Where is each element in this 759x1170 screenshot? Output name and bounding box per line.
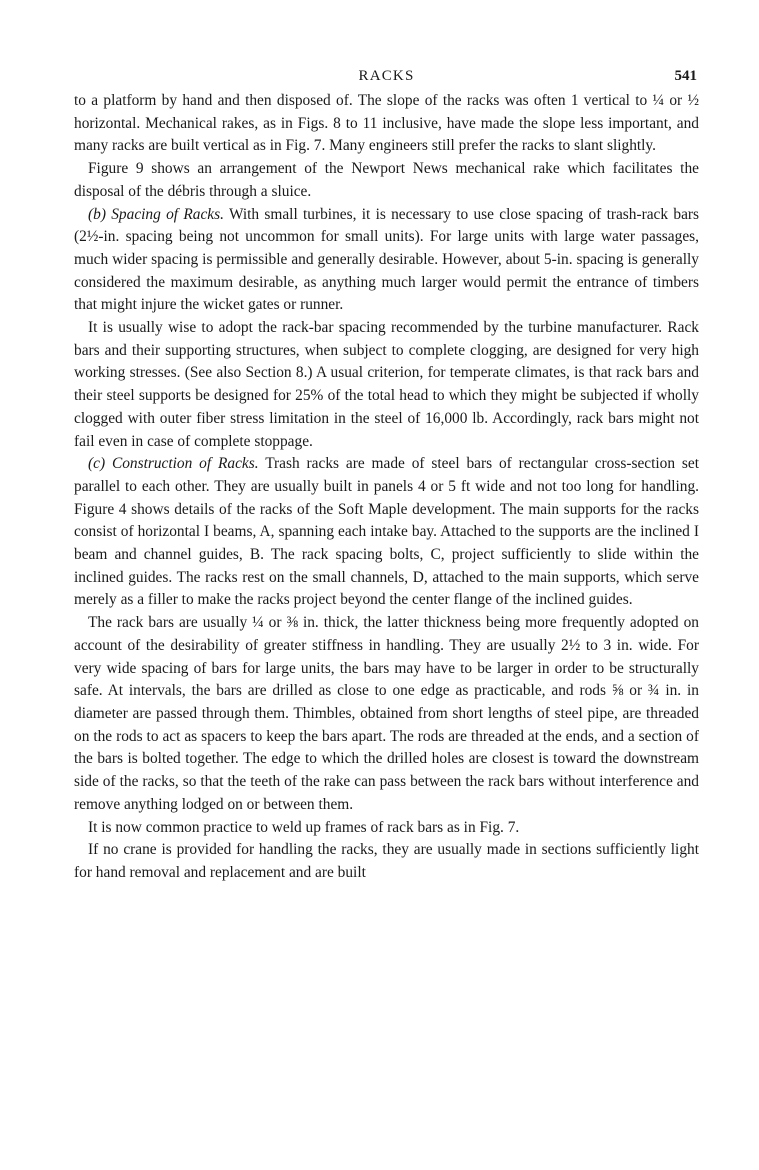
paragraph-2 (74, 158, 699, 203)
book-page (74, 64, 699, 885)
body-text (74, 90, 699, 885)
paragraph-7-text: It is now common practice to weld up frames of rack bars as in Fig. 7. (88, 818, 520, 836)
paragraph-3-text: With small turbines, it is necessary to use close spacing of trash-rack bars (2½-in. spacing being not uncommon for small units). For large units with large water passages, much wider spacing is permissible and generally desirable. However, about 5-in. spacing is generally considered the maximum desirable, as anything much larger would permit the entrance of timbers that might injure the wicket gates or runner. (74, 205, 700, 314)
paragraph-1-text: to a platform by hand and then disposed of. The slope of the racks was often 1 vertical to ¼ or ½ horizontal. Mechanical rakes, as in Figs. 8 to 11 inclusive, have made the slope less important, and many racks are built vertical as in Fig. 7. Many engineers still prefer the racks to slant slightly. (74, 92, 699, 155)
paragraph-6 (74, 612, 699, 816)
paragraph-3 (74, 204, 699, 318)
paragraph-7 (74, 817, 699, 840)
paragraph-2-text: Figure 9 shows an arrangement of the Newport News mechanical rake which facilitates the disposal of the débris through a sluice. (74, 160, 699, 200)
paragraph-1 (74, 90, 699, 158)
section-b-heading: (b) Spacing of Racks. (88, 205, 224, 223)
paragraph-8 (74, 839, 699, 884)
running-title: RACKS (358, 68, 415, 84)
paragraph-5 (74, 453, 699, 612)
paragraph-6-text: The rack bars are usually ¼ or ⅜ in. thick, the latter thickness being more frequently adopted on account of the desirability of greater stiffness in handling. They are usually 2½ to 3 in. wide. For very wide spacing of bars for large units, the bars may have to be larger in order to be structurally safe. At intervals, the bars are drilled as close to one edge as practicable, and rods ⅝ or ¾ in. in diameter are passed through them. Thimbles, obtained from short lengths of steel pipe, are threaded on the rods to act as spacers to keep the bars apart. The rods are threaded at the ends, and a section of the bars is bolted together. The edge to which the drilled holes are closest is toward the downstream side of the racks, so that the teeth of the rake can pass between the rack bars without interference and remove anything lodged on or between them. (74, 614, 699, 813)
paragraph-5-text: Trash racks are made of steel bars of rectangular cross-section set parallel to each other. They are usually built in panels 4 or 5 ft wide and not too long for handling. Figure 4 shows details of the racks of the Soft Maple development. The main supports for the racks consist of horizontal I beams, A, spanning each intake bay. Attached to the supports are the inclined I beam and channel guides, B. The rack spacing bolts, C, project sufficiently to slide within the inclined guides. The racks rest on the small channels, D, attached to the main supports, which serve merely as a filler to make the racks project beyond the center flange of the inclined guides. (74, 455, 700, 609)
paragraph-4-text: It is usually wise to adopt the rack-bar spacing recommended by the turbine manufacturer. Rack bars and their supporting structures, when subject to complete clogging, are designed for very high working stresses. (See also Section 8.) A usual criterion, for temperate climates, is that rack bars and their steel supports be designed for 25% of the total head to which they might be subjected if wholly clogged with outer fiber stress limitation in the steel of 16,000 lb. Accordingly, rack bars might not fail even in case of complete stoppage. (74, 319, 699, 450)
page-number: 541 (674, 68, 697, 84)
paragraph-8-text: If no crane is provided for handling the racks, they are usually made in sections sufficiently light for hand removal and replacement and are built (74, 841, 699, 881)
running-head (74, 64, 699, 86)
section-c-heading: (c) Construction of Racks. (88, 455, 259, 473)
paragraph-4 (74, 317, 699, 453)
